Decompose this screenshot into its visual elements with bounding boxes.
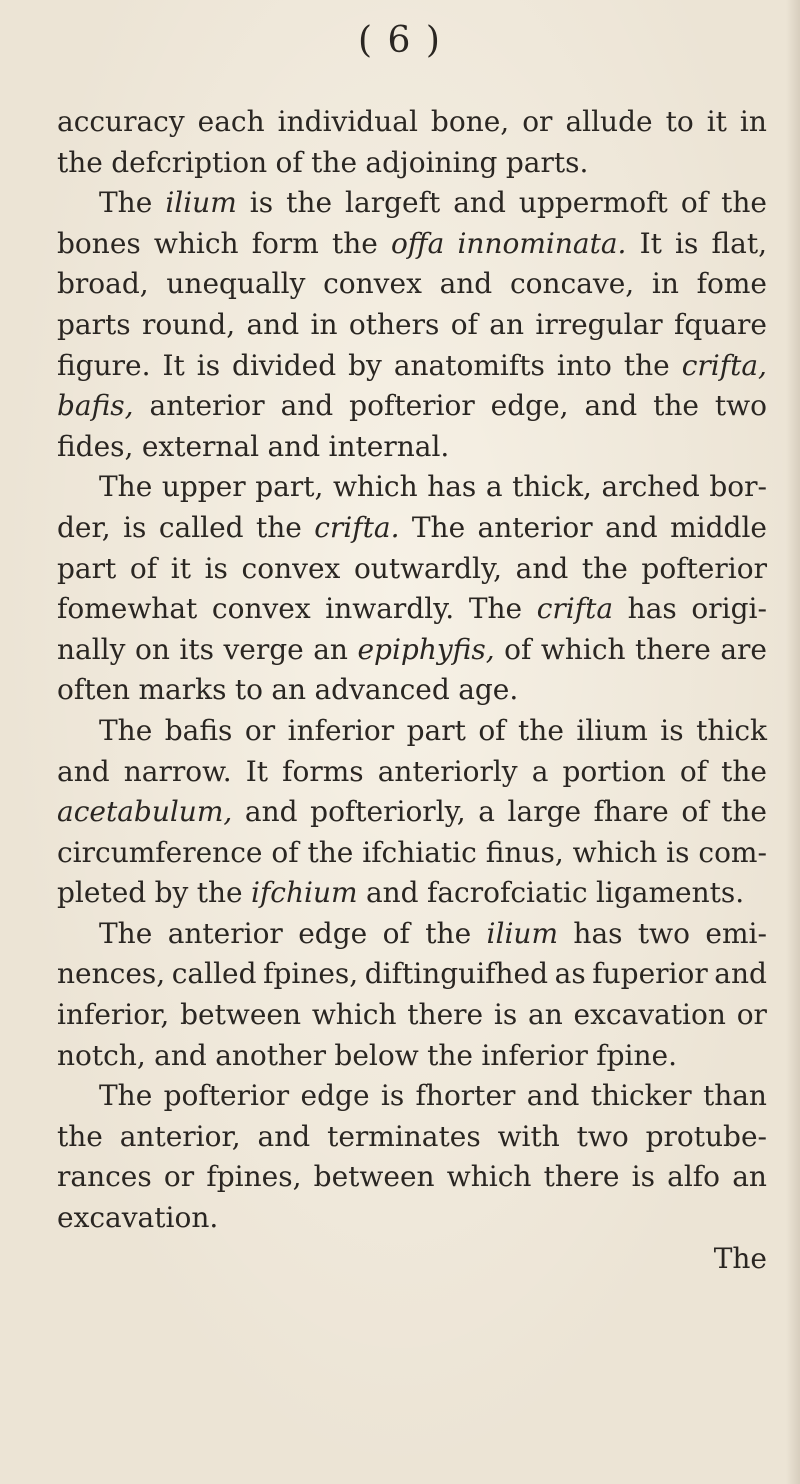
text-line: The ilium is the largeft and uppermoft of the [99, 186, 767, 220]
text-line: inferior, between which there is an excavation or [57, 998, 767, 1032]
catchword: The [713, 1241, 767, 1275]
text-line: excavation. [57, 1201, 219, 1235]
text-line: fomewhat convex inwardly. The crifta has origi- [57, 592, 767, 626]
page-edge-shadow [786, 0, 800, 1484]
page-number: ( 6 ) [358, 20, 442, 61]
text-line: The upper part, which has a thick, arched bor- [99, 470, 767, 504]
text-line: fides, external and internal. [57, 429, 450, 463]
text-line: circumference of the ifchiatic finus, which is com- [57, 835, 767, 869]
text-line: parts round, and in others of an irregular fquare [57, 307, 767, 341]
text-line: The pofterior edge is fhorter and thicker than [99, 1079, 767, 1113]
text-line: part of it is convex outwardly, and the pofterior [57, 551, 767, 585]
text-line: the anterior, and terminates with two protube- [57, 1119, 767, 1153]
text-line: der, is called the crifta. The anterior and middle [57, 510, 767, 544]
text-line: pleted by the ifchium and facrofciatic ligaments. [57, 876, 745, 910]
text-line: figure. It is divided by anatomifts into the crifta, [57, 348, 767, 382]
text-line: The anterior edge of the ilium has two emi- [99, 916, 767, 950]
text-line: often marks to an advanced age. [57, 673, 519, 707]
text-line: bafis, anterior and pofterior edge, and the two [57, 389, 767, 423]
text-line: nally on its verge an epiphyfis, of which there are [57, 632, 767, 666]
text-line: The bafis or inferior part of the ilium is thick [99, 713, 767, 747]
text-line: bones which form the offa innominata. It is flat, [57, 226, 767, 260]
body-text [57, 102, 767, 1279]
text-line: notch, and another below the inferior fpine. [57, 1038, 677, 1072]
text-line: acetabulum, and pofteriorly, a large fhare of the [57, 795, 767, 829]
text-line: broad, unequally convex and concave, in fome [57, 267, 767, 301]
text-line: accuracy each individual bone, or allude to it in [57, 105, 767, 138]
text-line: nences, called fpines, diftinguifhed as fuperior and [57, 957, 767, 991]
text-line: rances or fpines, between which there is alfo an [57, 1160, 767, 1194]
text-line: and narrow. It forms anteriorly a portion of the [57, 754, 767, 788]
text-line: the defcription of the adjoining parts. [57, 145, 589, 179]
